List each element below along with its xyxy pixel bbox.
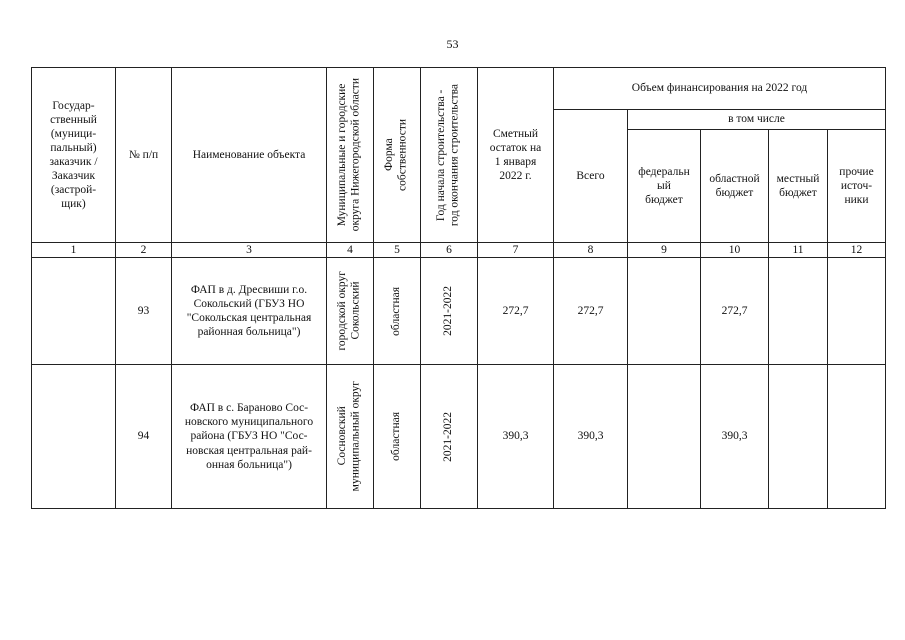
row-balance: 272,7 [478, 258, 554, 365]
row-object-name: ФАП в с. Бараново Сос- новского муниципального района (ГБУЗ НО "Сос- новская центральная рай- онная больница") [172, 365, 327, 509]
column-number: 9 [628, 243, 701, 258]
column-number: 11 [769, 243, 828, 258]
row-number: 93 [116, 258, 172, 365]
header-balance: Сметный остаток на 1 января 2022 г. [478, 68, 554, 243]
column-number: 6 [421, 243, 478, 258]
row-ownership: областная [374, 258, 421, 365]
header-object-name: Наименование объекта [172, 68, 327, 243]
column-number: 10 [701, 243, 769, 258]
column-number: 1 [32, 243, 116, 258]
header-federal: федеральн ый бюджет [628, 130, 701, 243]
table-row [32, 365, 886, 509]
row-customer [32, 258, 116, 365]
column-number: 3 [172, 243, 327, 258]
row-number: 94 [116, 365, 172, 509]
column-number: 8 [554, 243, 628, 258]
column-number: 2 [116, 243, 172, 258]
column-number: 12 [828, 243, 886, 258]
row-total: 390,3 [554, 365, 628, 509]
header-ownership: Форма собственности [374, 68, 421, 243]
row-local [769, 365, 828, 509]
column-number: 5 [374, 243, 421, 258]
header-regional: областной бюджет [701, 130, 769, 243]
row-other [828, 365, 886, 509]
row-object-name: ФАП в д. Дресвиши г.о. Сокольский (ГБУЗ НО "Сокольская центральная районная больница") [172, 258, 327, 365]
row-balance: 390,3 [478, 365, 554, 509]
header-district: Муниципальные и городские округа Нижегородской области [327, 68, 374, 243]
row-other [828, 258, 886, 365]
row-customer [32, 365, 116, 509]
row-years: 2021-2022 [421, 258, 478, 365]
row-district: Сосновский муниципальный округ [327, 365, 374, 509]
row-regional: 390,3 [701, 365, 769, 509]
row-local [769, 258, 828, 365]
column-number: 7 [478, 243, 554, 258]
row-district: городской округ Сокольский [327, 258, 374, 365]
header-local: местный бюджет [769, 130, 828, 243]
header-years: Год начала строительства - год окончания строительства [421, 68, 478, 243]
financing-table [31, 67, 886, 509]
column-numbers-row [32, 243, 886, 258]
header-number: № п/п [116, 68, 172, 243]
header-total: Всего [554, 110, 628, 243]
row-federal [628, 365, 701, 509]
header-funding: Объем финансирования на 2022 год [554, 68, 886, 110]
header-other: прочие источ- ники [828, 130, 886, 243]
row-federal [628, 258, 701, 365]
row-total: 272,7 [554, 258, 628, 365]
page-number: 53 [446, 37, 459, 51]
row-ownership: областная [374, 365, 421, 509]
column-number: 4 [327, 243, 374, 258]
header-row-1 [32, 68, 886, 110]
row-years: 2021-2022 [421, 365, 478, 509]
header-customer: Государ- ственный (муници- пальный) заказчик / Заказчик (застрой- щик) [32, 68, 116, 243]
header-including: в том числе [628, 110, 886, 130]
row-regional: 272,7 [701, 258, 769, 365]
table-row [32, 258, 886, 365]
